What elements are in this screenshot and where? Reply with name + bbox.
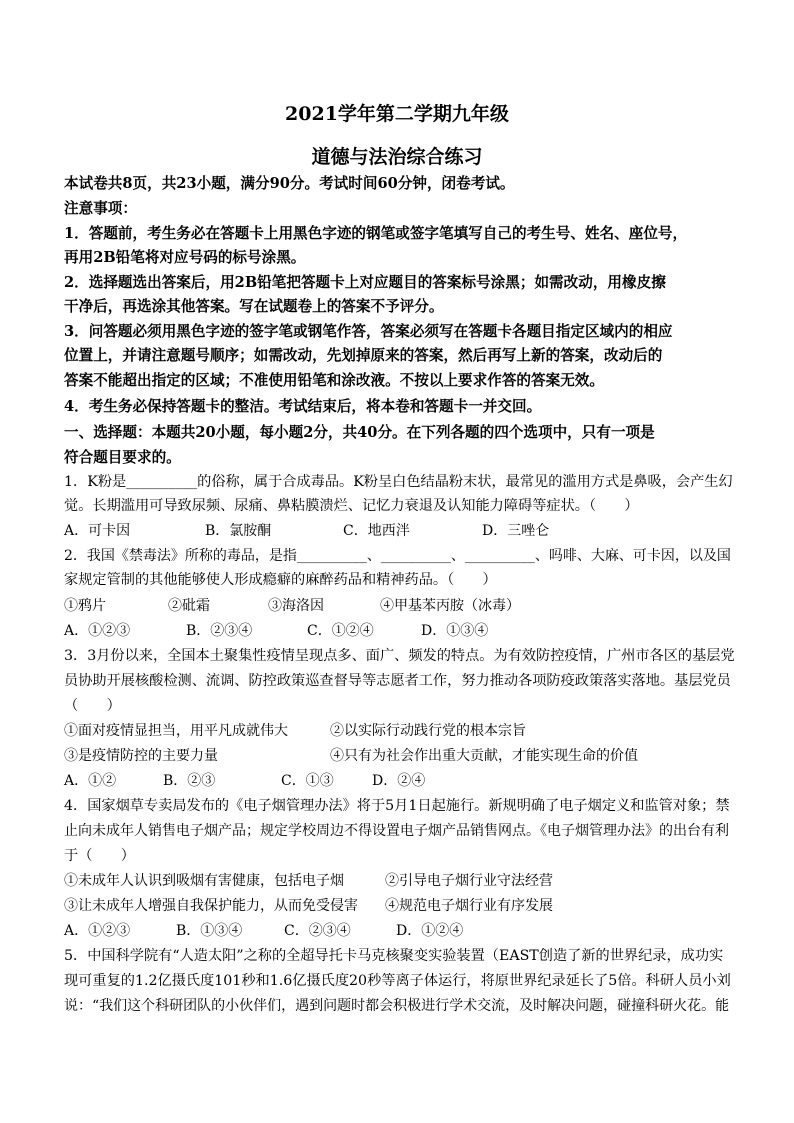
q4-option-b: B．①③④ [176,923,243,939]
q3-item-4: ④只有为社会作出重大贡献，才能实现生命的价值 [330,748,638,764]
q3-item-2: ②以实际行动践行党的根本宗旨 [330,723,526,739]
question-2-text: 家规定管制的其他能够使人形成瘾癖的麻醉药品和精神药品。（ ） [64,572,497,588]
q4-option-a: A．①②③ [64,923,131,939]
question-5-text: 5．中国科学院有“人造太阳”之称的全超导托卡马克核聚变实验装置（EAST创造了新的世界纪录，成功实 [64,948,724,964]
question-1-text: 1．K粉是__________的俗称，属于合成毒品。K粉呈白色结晶粉末状，最常见的滥用方式是鼻吸，会产生幻 [64,474,733,490]
question-3-text: 3．3月份以来，全国本土聚集性疫情呈现点多、面广、频发的特点。为有效防控疫情，广州市各区的基层党 [64,648,735,664]
section-heading: 符合题目要求的。 [64,449,181,466]
notice-line: 3．问答题必须用黑色字迹的签字笔或钢笔作答，答案必须写在答题卡各题目指定区域内的相应 [64,323,673,340]
q2-item-4: ④甲基苯丙胺（冰毒） [380,598,520,614]
q4-option-c: C．②③④ [284,923,351,939]
q2-item-2: ②砒霜 [168,598,210,614]
q4-item-4: ④规范电子烟行业有序发展 [385,898,553,914]
q2-option-a: A．①②③ [64,623,131,639]
q3-option-b: B．②③ [163,773,216,789]
question-4-text: 于（ ） [64,848,135,864]
notice-line: 2．选择题选出答案后，用2B铅笔把答题卡上对应题目的答案标号涂黑；如需改动，用橡皮擦 [64,274,666,291]
q2-option-c: C．①②④ [307,623,374,639]
section-heading: 一、选择题：本题共20小题，每小题2分，共40分。在下列各题的四个选项中，只有一项是 [64,424,655,441]
notice-line: 答案不能超出指定的区域；不准使用铅笔和涂改液。不按以上要求作答的答案无效。 [64,372,604,389]
q3-item-1: ①面对疫情显担当，用平凡成就伟大 [64,723,288,739]
q4-option-d: D．①②④ [396,923,464,939]
question-4-text: 4．国家烟草专卖局发布的《电子烟管理办法》将于5月1日起施行。新规明确了电子烟定义和监管对象；禁 [64,798,730,814]
question-3-text: （ ） [64,698,121,714]
question-2-text: 2．我国《禁毒法》所称的毒品，是指__________、__________、__________、吗啡、大麻、可卡因，以及国 [64,548,731,564]
q1-option-b: B．氯胺酮 [205,523,272,539]
question-4-text: 止向未成年人销售电子烟产品；规定学校周边不得设置电子烟产品销售网点。《电子烟管理办法》的出台有利 [64,823,729,839]
q1-option-d: D．三唑仑 [482,523,550,539]
question-5-text: 现可重复的1.2亿摄氏度101秒和1.6亿摄氏度20秒等离子体运行，将原世界纪录延长了5倍。科研人员小刘 [64,973,731,989]
q2-item-3: ③海洛因 [268,598,324,614]
q4-item-2: ②引导电子烟行业守法经营 [385,873,553,889]
exam-intro: 本试卷共8页，共23小题，满分90分。考试时间60分钟，闭卷考试。 [64,175,515,192]
notice-line: 4．考生务必保持答题卡的整洁。考试结束后，将本卷和答题卡一并交回。 [64,398,542,415]
q4-item-1: ①未成年人认识到吸烟有害健康，包括电子烟 [64,873,344,889]
notice-line: 位置上，并请注意题号顺序；如需改动，先划掉原来的答案，然后再写上新的答案，改动后的 [64,347,663,364]
notice-line: 1．答题前，考生务必在答题卡上用黑色字迹的钢笔或签字笔填写自己的考生号、姓名、座位号， [64,225,688,242]
q2-option-b: B．②③④ [186,623,253,639]
exam-subject-title: 道德与法治综合练习 [311,146,483,168]
q2-item-1: ①鸦片 [64,598,106,614]
notice-line: 干净后，再选涂其他答案。写在试题卷上的答案不予评分。 [64,298,444,315]
q1-option-c: C．地西泮 [343,523,410,539]
question-3-text: 员协助开展核酸检测、流调、防控政策巡查督导等志愿者工作，努力推动各项防疫政策落实落地。基层党员 [64,673,731,689]
q4-item-3: ③让未成年人增强自我保护能力，从而免受侵害 [64,898,358,914]
question-1-text: 觉。长期滥用可导致尿频、尿痛、鼻粘膜溃烂、记忆力衰退及认知能力障碍等症状。（ ） [64,498,639,514]
q3-option-a: A．①② [64,773,117,789]
q3-option-d: D．②④ [372,773,426,789]
q1-option-a: A．可卡因 [64,523,131,539]
q2-option-d: D．①③④ [421,623,489,639]
exam-title: 2021学年第二学期九年级 [285,103,509,125]
question-5-text: 说：“我们这个科研团队的小伙伴们，遇到问题时都会积极进行学术交流，及时解决问题，碰撞科研火花。能 [64,998,730,1014]
q3-option-c: C．①③ [281,773,334,789]
notice-line: 再用2B铅笔将对应号码的标号涂黑。 [64,249,306,266]
q3-item-3: ③是疫情防控的主要力量 [64,748,218,764]
notice-heading: 注意事项： [64,200,137,217]
